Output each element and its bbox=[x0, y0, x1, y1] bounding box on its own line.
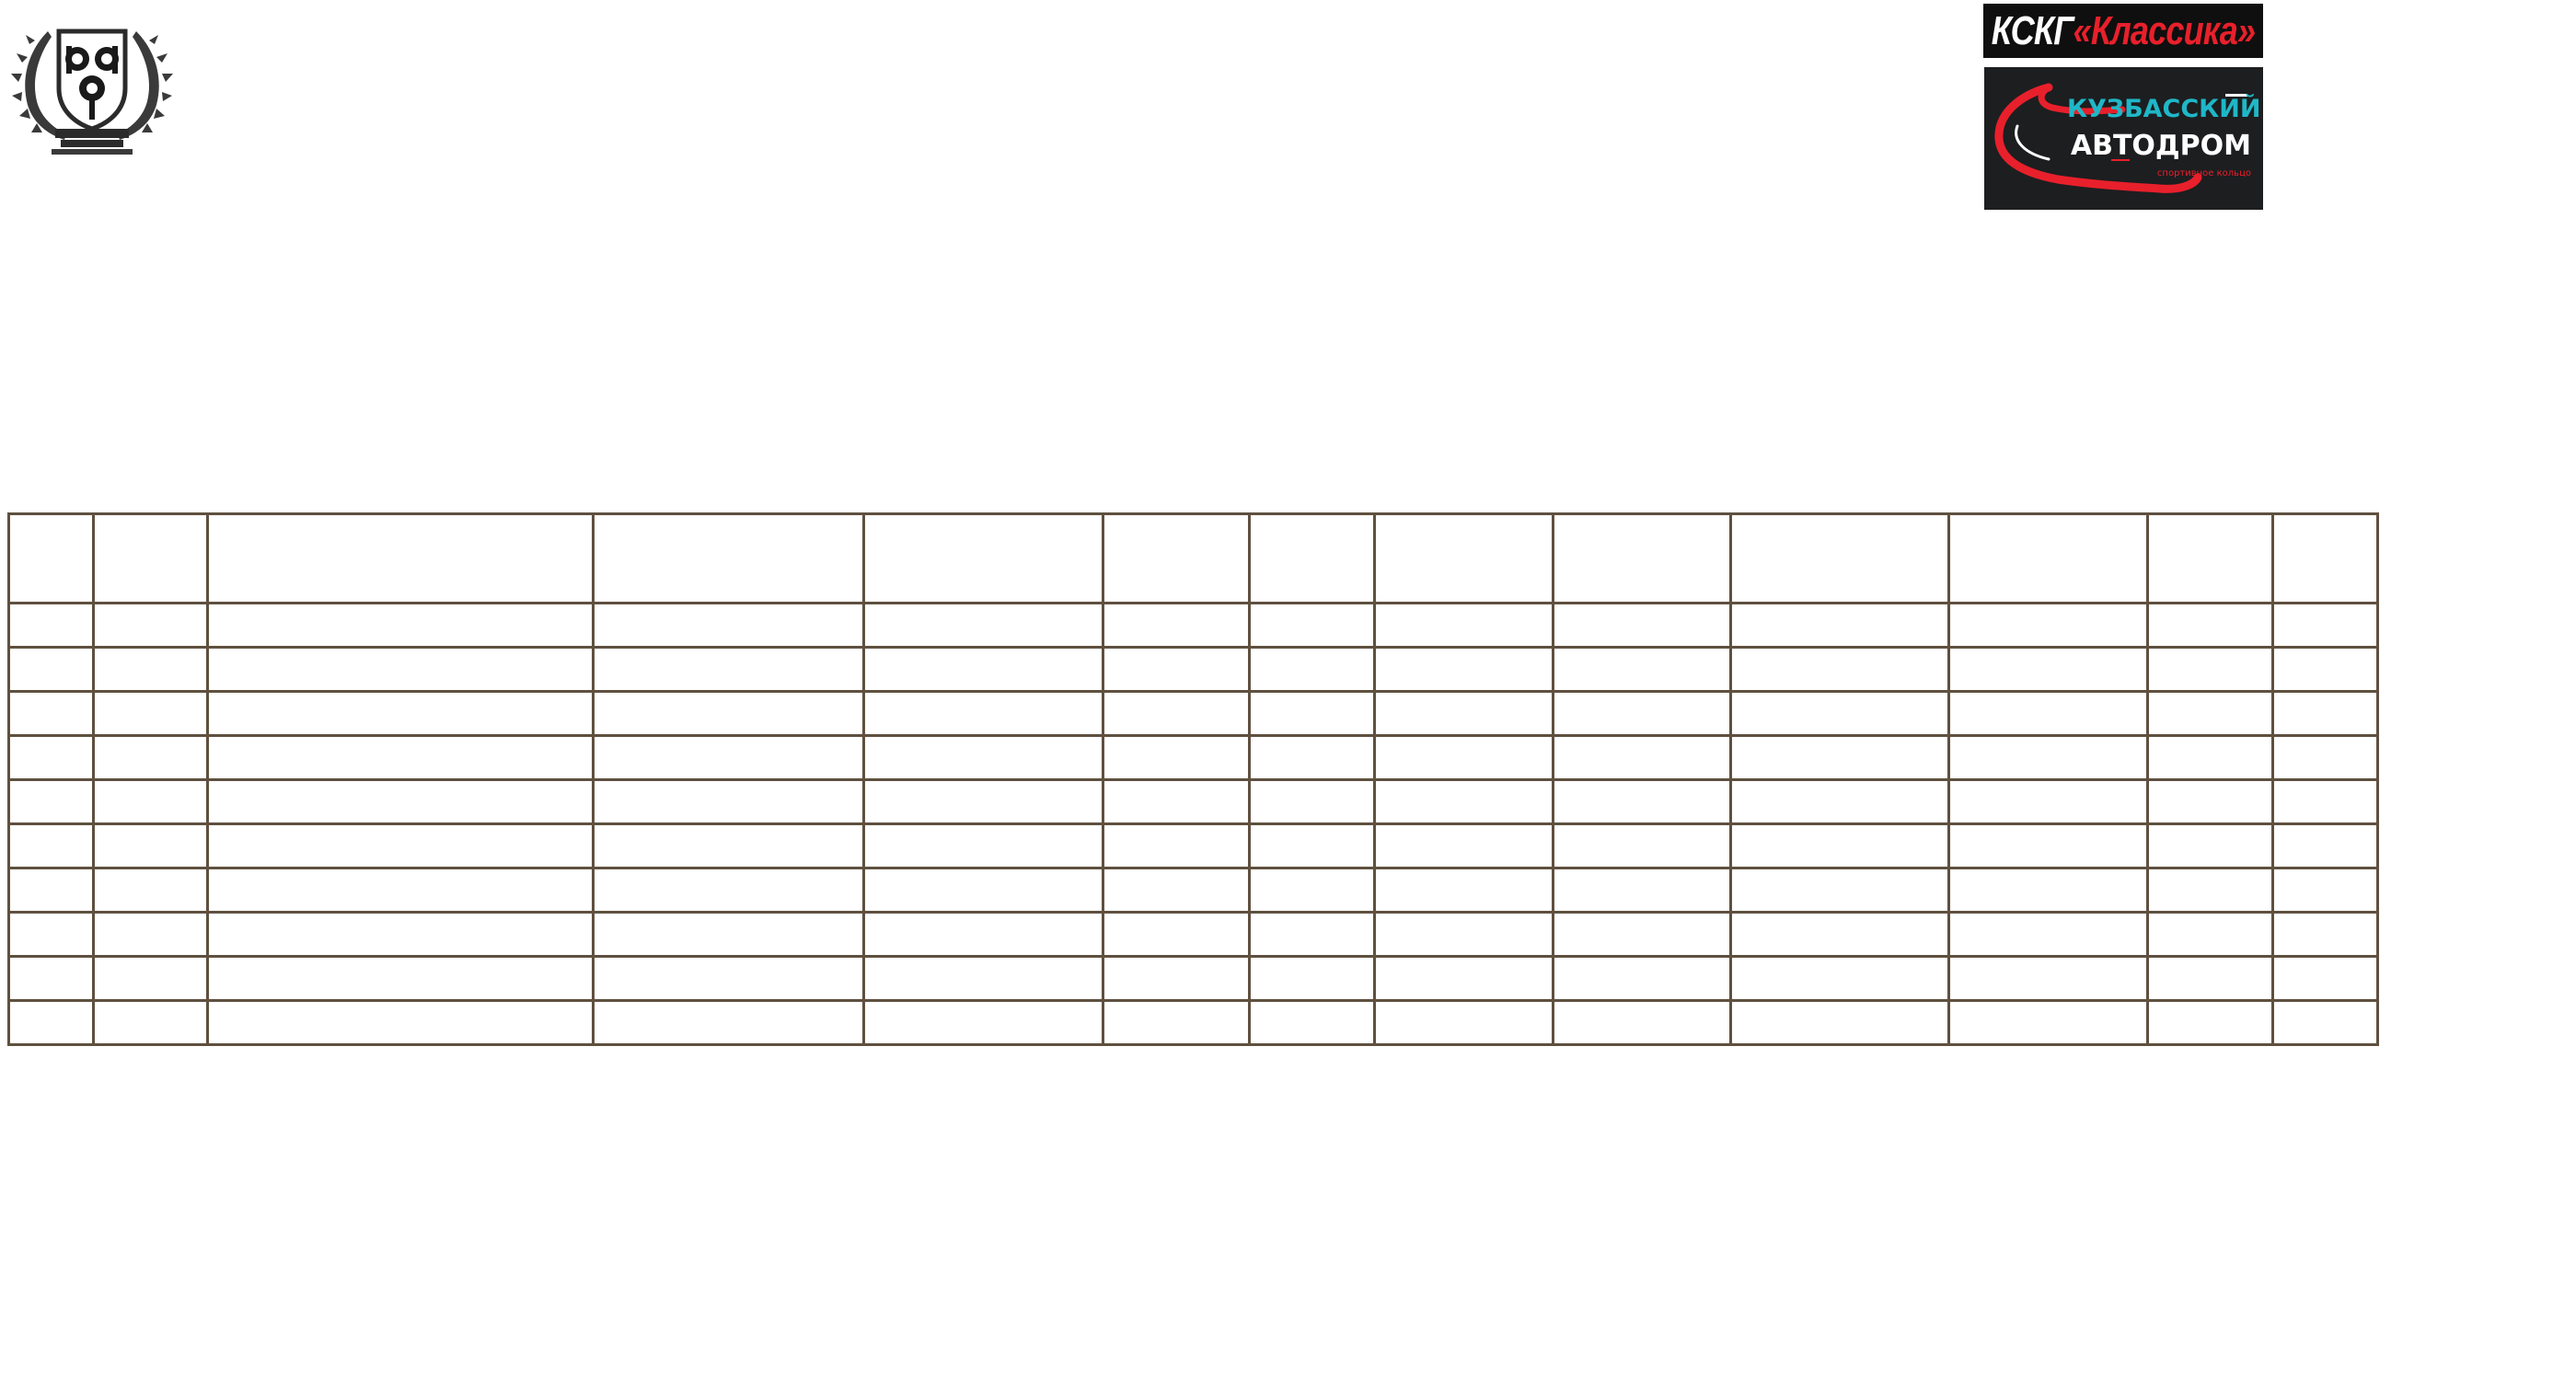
table-cell bbox=[2148, 604, 2273, 648]
table-cell bbox=[1731, 1001, 1949, 1045]
table-row bbox=[9, 648, 2378, 692]
table-cell bbox=[208, 957, 594, 1001]
table-row bbox=[9, 692, 2378, 736]
table-cell bbox=[1949, 1001, 2148, 1045]
table-cell bbox=[594, 957, 864, 1001]
table-cell bbox=[208, 604, 594, 648]
table-cell bbox=[1554, 648, 1731, 692]
raaf-logo bbox=[11, 13, 173, 156]
table-cell bbox=[94, 1001, 208, 1045]
table-cell bbox=[1103, 692, 1250, 736]
table-cell bbox=[2148, 913, 2273, 957]
table-cell bbox=[1250, 957, 1375, 1001]
table-cell bbox=[2148, 1001, 2273, 1045]
table-cell bbox=[2273, 913, 2378, 957]
table-cell bbox=[1103, 514, 1250, 604]
logo-line1: КУЗБАССКИЙ bbox=[2067, 95, 2261, 123]
table-cell bbox=[1554, 1001, 1731, 1045]
table-cell bbox=[1250, 648, 1375, 692]
table-cell bbox=[1731, 736, 1949, 780]
table-cell bbox=[1731, 514, 1949, 604]
table-cell bbox=[864, 913, 1103, 957]
table-cell bbox=[864, 780, 1103, 824]
table-cell bbox=[1554, 514, 1731, 604]
table-cell bbox=[1375, 780, 1554, 824]
table-cell bbox=[2273, 604, 2378, 648]
table-cell bbox=[1949, 913, 2148, 957]
table-cell bbox=[1250, 514, 1375, 604]
table-cell bbox=[1554, 736, 1731, 780]
table-row bbox=[9, 913, 2378, 957]
table-row bbox=[9, 736, 2378, 780]
table-cell bbox=[1375, 868, 1554, 913]
table-cell bbox=[1375, 1001, 1554, 1045]
table-cell bbox=[1103, 604, 1250, 648]
table-cell bbox=[2148, 957, 2273, 1001]
table-cell bbox=[9, 957, 94, 1001]
table-cell bbox=[2148, 514, 2273, 604]
table-cell bbox=[2273, 648, 2378, 692]
table-cell bbox=[1731, 692, 1949, 736]
table-cell bbox=[94, 824, 208, 868]
table-cell bbox=[1375, 692, 1554, 736]
table-cell bbox=[1250, 604, 1375, 648]
table-row bbox=[9, 824, 2378, 868]
logo-prefix: КСКГ bbox=[1991, 7, 2074, 53]
table-cell bbox=[1554, 913, 1731, 957]
table-cell bbox=[9, 780, 94, 824]
table-cell bbox=[594, 913, 864, 957]
table-cell bbox=[9, 736, 94, 780]
table-cell bbox=[864, 736, 1103, 780]
table-cell bbox=[1949, 648, 2148, 692]
table-row bbox=[9, 604, 2378, 648]
table-cell bbox=[1250, 913, 1375, 957]
table-cell bbox=[1731, 957, 1949, 1001]
table-cell bbox=[1731, 604, 1949, 648]
table-cell bbox=[208, 780, 594, 824]
table-cell bbox=[208, 736, 594, 780]
results-table bbox=[7, 512, 2379, 1046]
table-cell bbox=[94, 648, 208, 692]
table-cell bbox=[594, 736, 864, 780]
table-cell bbox=[2148, 780, 2273, 824]
table-cell bbox=[1949, 736, 2148, 780]
table-cell bbox=[208, 1001, 594, 1045]
table-cell bbox=[9, 824, 94, 868]
table-cell bbox=[864, 824, 1103, 868]
kuzbass-autodrom-logo bbox=[1984, 67, 2263, 210]
logo-line2: АВТОДРОМ bbox=[2070, 130, 2251, 162]
table-cell bbox=[1250, 868, 1375, 913]
table-cell bbox=[1554, 957, 1731, 1001]
table-cell bbox=[1731, 913, 1949, 957]
table-cell bbox=[2273, 736, 2378, 780]
table-cell bbox=[594, 1001, 864, 1045]
logo-line3: спортивное кольцо bbox=[2156, 168, 2251, 178]
table-cell bbox=[1375, 824, 1554, 868]
table-cell bbox=[94, 736, 208, 780]
table-cell bbox=[1103, 913, 1250, 957]
table-cell bbox=[1250, 692, 1375, 736]
table-cell bbox=[1949, 604, 2148, 648]
table-cell bbox=[1949, 824, 2148, 868]
table-cell bbox=[208, 868, 594, 913]
table-cell bbox=[864, 648, 1103, 692]
table-cell bbox=[1103, 736, 1250, 780]
table-cell bbox=[208, 514, 594, 604]
table-cell bbox=[94, 604, 208, 648]
table-cell bbox=[864, 604, 1103, 648]
table-cell bbox=[2148, 868, 2273, 913]
table-cell bbox=[594, 692, 864, 736]
table-cell bbox=[9, 692, 94, 736]
table-cell bbox=[9, 913, 94, 957]
table-cell bbox=[594, 648, 864, 692]
table-cell bbox=[94, 913, 208, 957]
table-cell bbox=[94, 957, 208, 1001]
table-row bbox=[9, 957, 2378, 1001]
table-cell bbox=[2273, 780, 2378, 824]
table-cell bbox=[2273, 868, 2378, 913]
table-cell bbox=[1375, 514, 1554, 604]
table-cell bbox=[594, 604, 864, 648]
table-cell bbox=[864, 868, 1103, 913]
table-cell bbox=[1554, 692, 1731, 736]
table-cell bbox=[1103, 648, 1250, 692]
table-cell bbox=[1250, 780, 1375, 824]
table-cell bbox=[2273, 957, 2378, 1001]
table-cell bbox=[594, 514, 864, 604]
table-cell bbox=[9, 868, 94, 913]
table-cell bbox=[208, 824, 594, 868]
table-cell bbox=[2273, 1001, 2378, 1045]
table-cell bbox=[1554, 604, 1731, 648]
table-cell bbox=[1949, 780, 2148, 824]
table-cell bbox=[1949, 868, 2148, 913]
raaf-emblem-icon bbox=[11, 13, 173, 156]
table-cell bbox=[1949, 957, 2148, 1001]
table-cell bbox=[1554, 824, 1731, 868]
table-cell bbox=[864, 692, 1103, 736]
table-cell bbox=[1731, 868, 1949, 913]
table-cell bbox=[1250, 824, 1375, 868]
table-cell bbox=[1375, 913, 1554, 957]
table-cell bbox=[1375, 736, 1554, 780]
table-cell bbox=[864, 514, 1103, 604]
table-cell bbox=[594, 780, 864, 824]
table-cell bbox=[1250, 1001, 1375, 1045]
table-cell bbox=[1103, 868, 1250, 913]
table-row bbox=[9, 868, 2378, 913]
table-cell bbox=[1250, 736, 1375, 780]
table-cell bbox=[1103, 957, 1250, 1001]
table-cell bbox=[864, 1001, 1103, 1045]
table-cell bbox=[2148, 692, 2273, 736]
table-cell bbox=[208, 692, 594, 736]
logo-name: «Классика» bbox=[2073, 7, 2256, 53]
table-cell bbox=[864, 957, 1103, 1001]
table-cell bbox=[1375, 957, 1554, 1001]
table-cell bbox=[1949, 514, 2148, 604]
table-cell bbox=[94, 780, 208, 824]
table-cell bbox=[208, 648, 594, 692]
table-cell bbox=[2148, 648, 2273, 692]
table-cell bbox=[1731, 824, 1949, 868]
table-cell bbox=[1375, 648, 1554, 692]
table-header-row bbox=[9, 514, 2378, 604]
table-cell bbox=[94, 868, 208, 913]
table-row bbox=[9, 1001, 2378, 1045]
table-cell bbox=[2273, 692, 2378, 736]
table-cell bbox=[9, 514, 94, 604]
table-cell bbox=[2148, 736, 2273, 780]
table-cell bbox=[1731, 648, 1949, 692]
table-cell bbox=[594, 824, 864, 868]
table-cell bbox=[2148, 824, 2273, 868]
table-cell bbox=[9, 1001, 94, 1045]
table-cell bbox=[2273, 824, 2378, 868]
table-cell bbox=[2273, 514, 2378, 604]
table-cell bbox=[1103, 780, 1250, 824]
table-cell bbox=[1554, 868, 1731, 913]
table-cell bbox=[1554, 780, 1731, 824]
table-cell bbox=[1103, 1001, 1250, 1045]
table-cell bbox=[594, 868, 864, 913]
table-cell bbox=[1103, 824, 1250, 868]
table-cell bbox=[1731, 780, 1949, 824]
table-cell bbox=[208, 913, 594, 957]
kskg-classica-logo bbox=[1983, 4, 2263, 58]
table-row bbox=[9, 780, 2378, 824]
table-cell bbox=[94, 692, 208, 736]
table-cell bbox=[1949, 692, 2148, 736]
table-cell bbox=[9, 648, 94, 692]
table-cell bbox=[9, 604, 94, 648]
table-cell bbox=[94, 514, 208, 604]
table-cell bbox=[1375, 604, 1554, 648]
